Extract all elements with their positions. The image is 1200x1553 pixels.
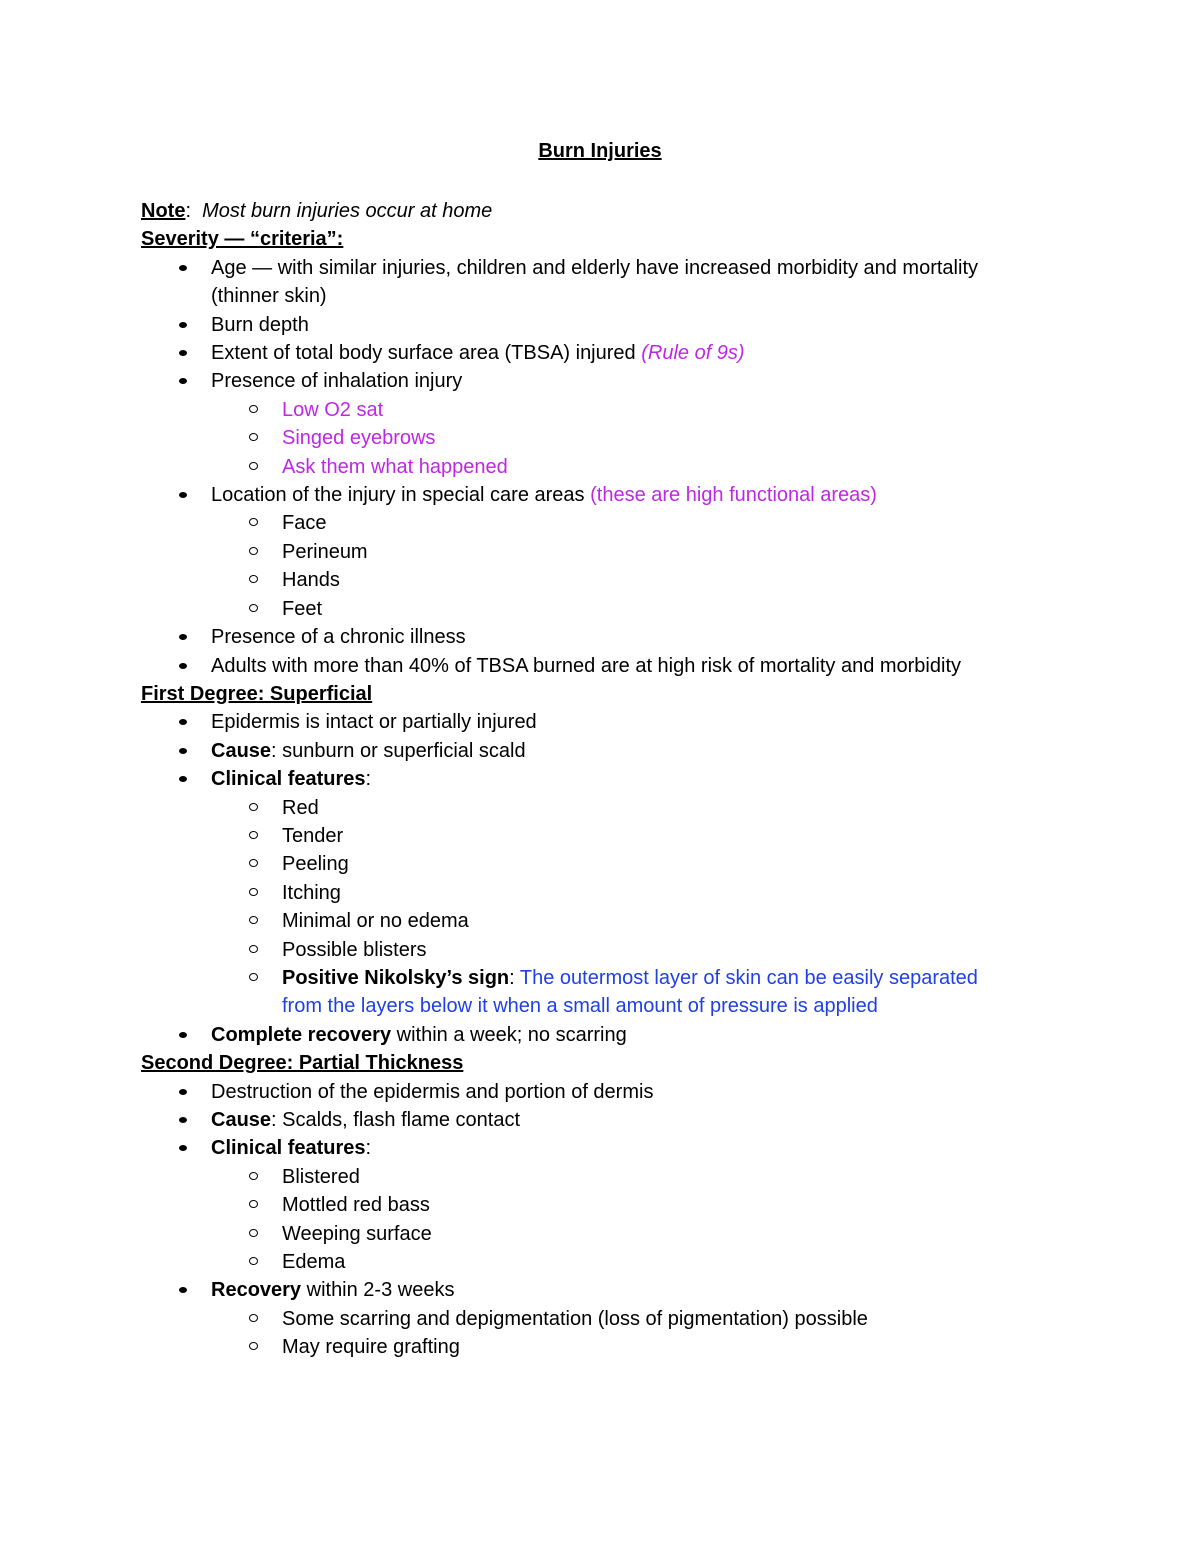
functional-areas-note: (these are high functional areas) xyxy=(590,484,877,507)
sub-list-item: Positive Nikolsky’s sign: The outermost layer of skin can be easily separated from the layers below it when a small amount of pressure is applied xyxy=(211,964,1071,1021)
severity-heading: Severity — “criteria”: xyxy=(141,228,344,251)
sub-list-item: Edema xyxy=(211,1248,1071,1276)
sub-list-item: Mottled red bass xyxy=(211,1191,1071,1219)
first-degree-heading: First Degree: Superficial xyxy=(141,682,373,705)
note-text: Most burn injuries occur at home xyxy=(202,200,493,222)
sub-list-item: Some scarring and depigmentation (loss of pigmentation) possible xyxy=(211,1305,1071,1333)
note-line: Note: Most burn injuries occur at home xyxy=(141,200,493,222)
document-body xyxy=(141,197,1071,1362)
list-item: Presence of inhalation injury Low O2 sat Singed eyebrows Ask them what happened xyxy=(141,367,1071,481)
sub-list-item: Feet xyxy=(211,595,1071,623)
list-item: Cause: sunburn or superficial scald xyxy=(141,737,1071,765)
sub-list-item: Weeping surface xyxy=(211,1220,1071,1248)
location-sublist xyxy=(211,509,1071,623)
sub-list-item: Low O2 sat xyxy=(211,396,1071,424)
list-item: Recovery within 2-3 weeks Some scarring and depigmentation (loss of pigmentation) possible May require grafting xyxy=(141,1276,1071,1361)
sub-list-item: Peeling xyxy=(211,850,1071,878)
page-title: Burn Injuries xyxy=(538,140,662,162)
second-degree-heading: Second Degree: Partial Thickness xyxy=(141,1052,464,1075)
sub-list-item: Perineum xyxy=(211,538,1071,566)
list-item: Location of the injury in special care areas (these are high functional areas) Face Perineum Hands Feet xyxy=(141,481,1071,623)
list-item: Complete recovery within a week; no scarring xyxy=(141,1021,1071,1049)
first-degree-features xyxy=(211,794,1071,1021)
list-item: Cause: Scalds, flash flame contact xyxy=(141,1106,1071,1134)
inhalation-sublist xyxy=(211,396,1071,481)
list-item: Epidermis is intact or partially injured xyxy=(141,708,1071,736)
sub-list-item: Red xyxy=(211,794,1071,822)
sub-list-item: May require grafting xyxy=(211,1333,1071,1361)
sub-list-item: Ask them what happened xyxy=(211,453,1071,481)
list-item: Destruction of the epidermis and portion of dermis xyxy=(141,1078,1071,1106)
sub-list-item: Singed eyebrows xyxy=(211,424,1071,452)
list-item: Age — with similar injuries, children and elderly have increased morbidity and mortality (thinner skin) xyxy=(141,254,1071,311)
nikolsky-label: Positive Nikolsky’s sign xyxy=(282,966,510,989)
list-item: Adults with more than 40% of TBSA burned are at high risk of mortality and morbidity xyxy=(141,652,1071,680)
list-item: Clinical features: Blistered Mottled red bass Weeping surface Edema xyxy=(141,1134,1071,1276)
sub-list-item: Minimal or no edema xyxy=(211,907,1071,935)
sub-list-item: Face xyxy=(211,509,1071,537)
sub-list-item: Itching xyxy=(211,879,1071,907)
first-degree-list xyxy=(141,708,1071,1049)
list-item: Extent of total body surface area (TBSA) injured (Rule of 9s) xyxy=(141,339,1071,367)
sub-list-item: Blistered xyxy=(211,1163,1071,1191)
sub-list-item: Possible blisters xyxy=(211,936,1071,964)
list-item: Presence of a chronic illness xyxy=(141,623,1071,651)
second-degree-features xyxy=(211,1163,1071,1277)
sub-list-item: Tender xyxy=(211,822,1071,850)
second-degree-list xyxy=(141,1078,1071,1362)
severity-list xyxy=(141,254,1071,680)
second-degree-recovery-sublist xyxy=(211,1305,1071,1362)
note-label: Note xyxy=(141,200,186,222)
sub-list-item: Hands xyxy=(211,566,1071,594)
list-item: Clinical features: Red Tender Peeling Itching Minimal or no edema Possible blisters Positive Nikolsky’s sign: The outermost layer of skin can be easily separated from the layers below it when a small amount of pressure is applied xyxy=(141,765,1071,1021)
rule-of-nines-note: (Rule of 9s) xyxy=(641,342,745,365)
list-item: Burn depth xyxy=(141,311,1071,339)
